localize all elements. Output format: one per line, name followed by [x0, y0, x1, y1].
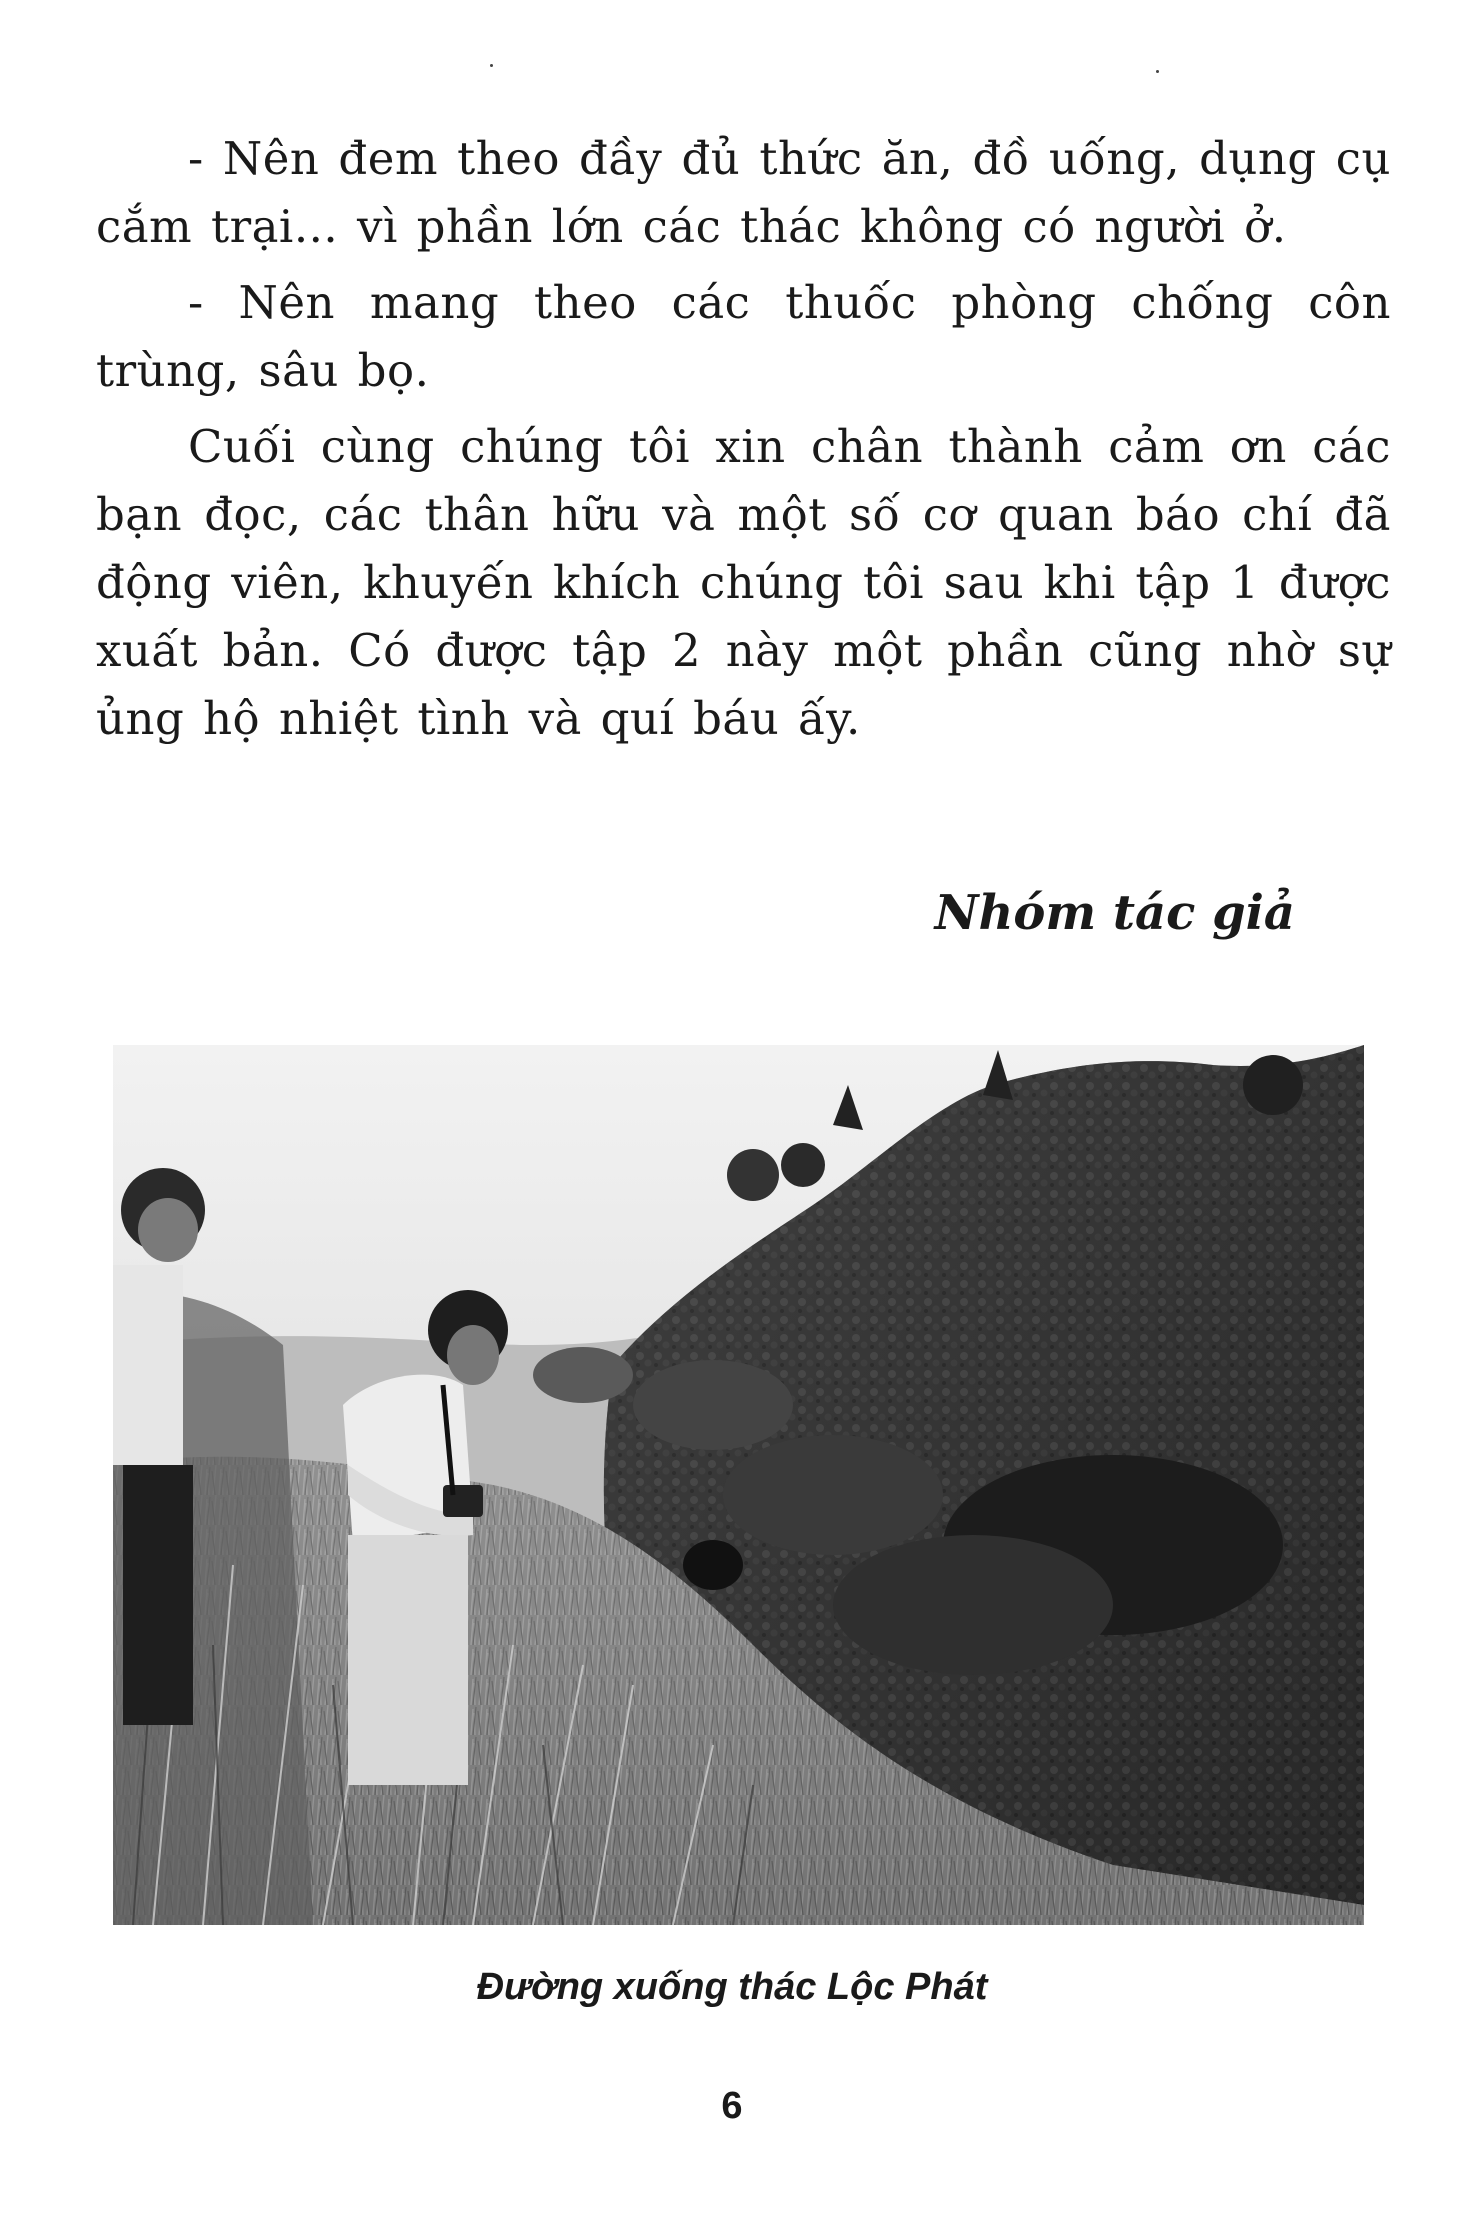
page-number: 6	[721, 2085, 743, 2127]
waterfall-path-photo	[113, 1045, 1364, 1925]
photo	[113, 1045, 1364, 1925]
paper-speck	[490, 64, 493, 67]
signature-text: Nhóm tác giả	[934, 885, 1295, 941]
author-signature	[0, 885, 1295, 941]
paragraph-insect-advice: - Nên mang theo các thuốc phòng chống côn trùng, sâu bọ.	[96, 276, 1391, 397]
paragraph-food-advice: - Nên đem theo đầy đủ thức ăn, đồ uống, dụng cụ cắm trại... vì phần lớn các thác không có người ở.	[96, 132, 1391, 253]
photo-caption: Đường xuống thác Lộc Phát	[476, 1966, 988, 2008]
paper-speck	[1156, 70, 1159, 73]
body-text	[96, 125, 1391, 759]
paragraph-thanks: Cuối cùng chúng tôi xin chân thành cảm ơn các bạn đọc, các thân hữu và một số cơ quan báo chí đã động viên, khuyến khích chúng tôi sau khi tập 1 được xuất bản. Có được tập 2 này một phần cũng nhờ sự ủng hộ nhiệt tình và quí báu ấy.	[96, 420, 1391, 745]
